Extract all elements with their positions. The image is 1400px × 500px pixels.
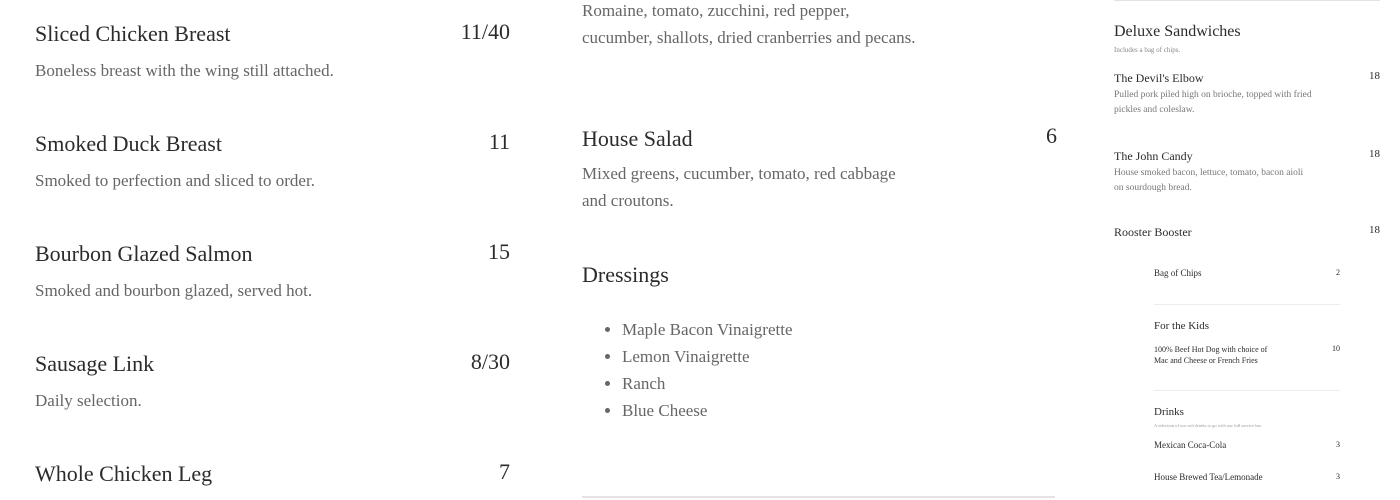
section-title: For the Kids [1154, 320, 1209, 332]
section-note: Includes a bag of chips. [1114, 46, 1181, 54]
item-price: 3 [1336, 472, 1340, 481]
item-price: 18 [1369, 224, 1380, 236]
item-description: Smoked to perfection and sliced to order. [35, 171, 315, 190]
item-description: Romaine, tomato, zucchini, red pepper, cucumber, shallots, dried cranberries and pecans. [582, 1, 916, 47]
divider [1154, 304, 1340, 305]
item-description: 100% Beef Hot Dog with choice of Mac and Cheese or French Fries [1154, 345, 1268, 365]
item-name: Mexican Coca-Cola [1154, 440, 1227, 450]
item-price: 11/40 [460, 19, 510, 44]
item-name: Sliced Chicken Breast [35, 21, 231, 46]
divider [582, 496, 1055, 498]
item-name: Whole Chicken Leg [35, 461, 213, 486]
section-title: Deluxe Sandwiches [1114, 23, 1241, 40]
item-price: 3 [1336, 440, 1340, 449]
dressings-list [582, 316, 793, 424]
item-price: 15 [488, 239, 510, 264]
item-description: Daily selection. [35, 391, 142, 410]
divider [1154, 390, 1340, 391]
divider [1114, 0, 1380, 1]
item-name: Sausage Link [35, 351, 155, 376]
list-item: • Ranch [622, 370, 793, 397]
section-note: A selection of our soft drinks to go with our full service bar. [1154, 423, 1262, 428]
item-name: Smoked Duck Breast [35, 131, 222, 156]
section-title: Drinks [1154, 406, 1184, 418]
item-description: Mixed greens, cucumber, tomato, red cabbage and croutons. [582, 164, 896, 210]
item-description: House smoked bacon, lettuce, tomato, bacon aioli on sourdough bread. [1114, 168, 1304, 193]
item-name: House Brewed Tea/Lemonade [1154, 472, 1263, 482]
list-item: • Blue Cheese [622, 397, 793, 424]
item-name: The Devil's Elbow [1114, 71, 1204, 85]
item-name: The John Candy [1114, 149, 1193, 163]
list-item: • Lemon Vinaigrette [622, 343, 793, 370]
item-name: House Salad [582, 126, 693, 151]
item-name: Bag of Chips [1154, 268, 1202, 278]
item-price: 8/30 [470, 349, 510, 374]
item-name: Rooster Booster [1114, 225, 1192, 239]
item-description: Pulled pork piled high on brioche, topped with fried pickles and coleslaw. [1114, 90, 1312, 115]
item-price: 6 [1046, 123, 1057, 148]
item-price: 18 [1369, 148, 1380, 160]
item-description: Smoked and bourbon glazed, served hot. [35, 281, 313, 300]
item-price: 18 [1369, 70, 1380, 82]
item-price: 7 [499, 459, 510, 484]
item-name: Bourbon Glazed Salmon [35, 241, 253, 266]
dressings-heading: Dressings [582, 262, 669, 287]
item-price: 10 [1332, 344, 1340, 353]
list-item: • Maple Bacon Vinaigrette [622, 316, 793, 343]
item-price: 2 [1336, 268, 1340, 277]
item-price: 11 [488, 129, 510, 154]
item-description: Boneless breast with the wing still attached. [35, 61, 334, 80]
